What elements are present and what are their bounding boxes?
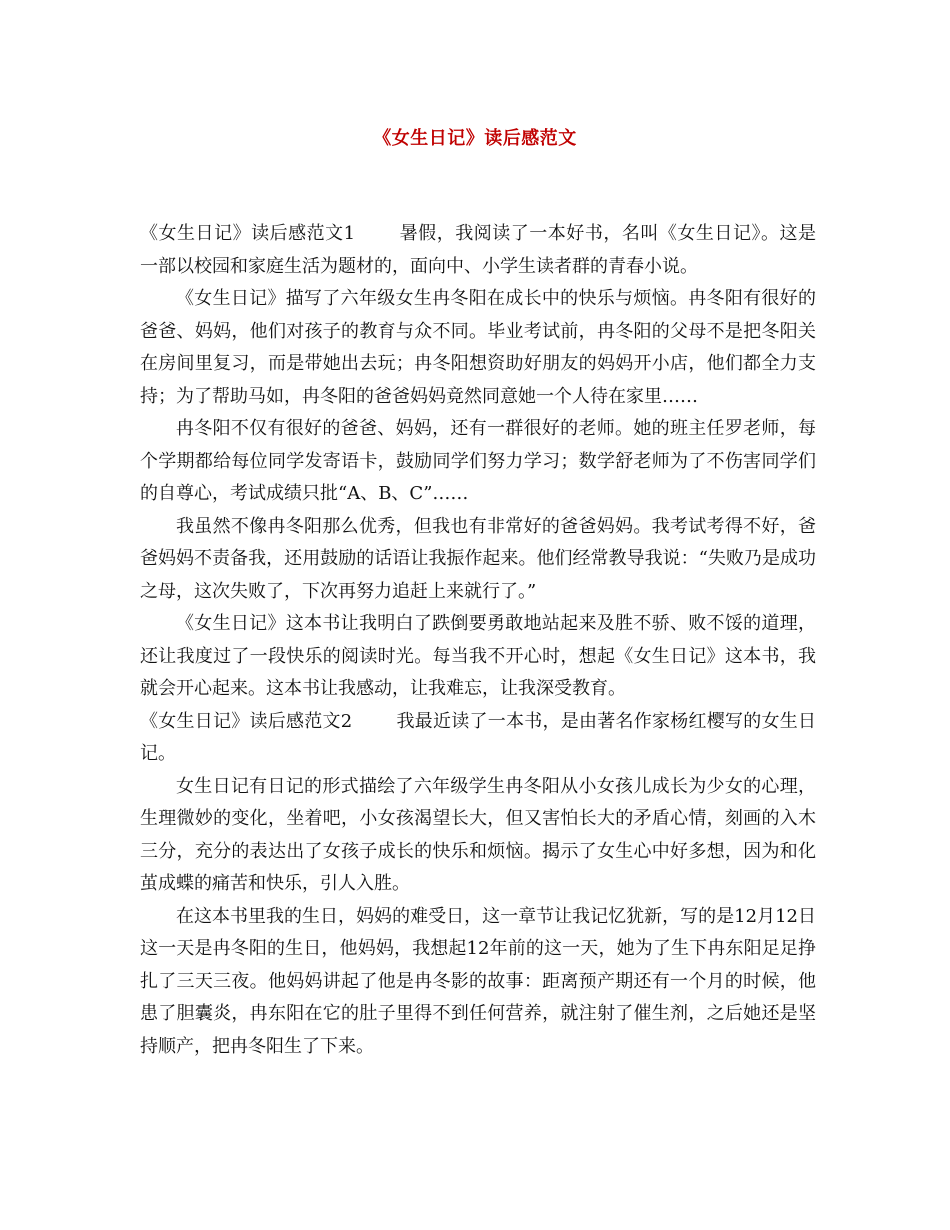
body-paragraph: 在这本书里我的生日，妈妈的难受日，这一章节让我记忆犹新，写的是12月12日这一天是冉冬阳的生日，他妈妈，我想起12年前的这一天，她为了生下冉东阳足足挣扎了三天三夜。他妈妈讲起了他是冉冬影的故事：距离预产期还有一个月的时候，他患了胆囊炎，冉东阳在它的肚子里得不到任何营养，就注射了催生剂，之后她还是坚持顺产，把冉冬阳生了下来。 [140, 905, 816, 1057]
paragraph-text: 暑假，我阅读了一本好书，名叫《女生日记》。这是一部以校园和家庭生活为题材的，面向中、小学生读者群的青春小说。 [140, 223, 817, 277]
body-paragraph: 《女生日记》这本书让我明白了跌倒要勇敢地站起来及胜不骄、败不馁的道理，还让我度过了一段快乐的阅读时光。每当我不开心时，想起《女生日记》这本书，我就会开心起来。这本书让我感动，让我难忘，让我深受教育。 [140, 613, 816, 699]
body-paragraph: 我虽然不像冉冬阳那么优秀，但我也有非常好的爸爸妈妈。我考试考得不好，爸爸妈妈不责备我，还用鼓励的话语让我振作起来。他们经常教导我说：“失败乃是成功之母，这次失败了，下次再努力追赶上来就行了。” [140, 515, 816, 602]
section-2-intro-paragraph [140, 706, 816, 771]
section-2-heading: 《女生日记》读后感范文2 [140, 710, 353, 732]
body-paragraph: 冉冬阳不仅有很好的爸爸、妈妈，还有一群很好的老师。她的班主任罗老师，每个学期都给每位同学发寄语卡，鼓励同学们努力学习；数学舒老师为了不伤害同学们的自尊心，考试成绩只批“A、B、C”…… [140, 418, 816, 504]
body-paragraph: 女生日记有日记的形式描绘了六年级学生冉冬阳从小女孩儿成长为少女的心理，生理微妙的变化，坐着吧，小女孩渴望长大，但又害怕长大的矛盾心情，刻画的入木三分，充分的表达出了女孩子成长的快乐和烦恼。揭示了女生心中好多想，因为和化茧成蝶的痛苦和快乐，引人入胜。 [140, 775, 816, 894]
body-paragraph: 《女生日记》描写了六年级女生冉冬阳在成长中的快乐与烦恼。冉冬阳有很好的爸爸、妈妈，他们对孩子的教育与众不同。毕业考试前，冉冬阳的父母不是把冬阳关在房间里复习，而是带她出去玩；冉冬阳想资助好朋友的妈妈开小店，他们都全力支持；为了帮助马如，冉冬阳的爸爸妈妈竟然同意她一个人待在家里…… [140, 288, 816, 407]
document-body [140, 218, 816, 1063]
document-title: 《女生日记》读后感范文 [373, 128, 577, 149]
section-1-intro-paragraph [140, 218, 816, 283]
paragraph-text: 我最近读了一本书，是由著名作家杨红樱写的女生日记。 [140, 710, 816, 764]
section-1-heading: 《女生日记》读后感范文1 [140, 223, 356, 244]
